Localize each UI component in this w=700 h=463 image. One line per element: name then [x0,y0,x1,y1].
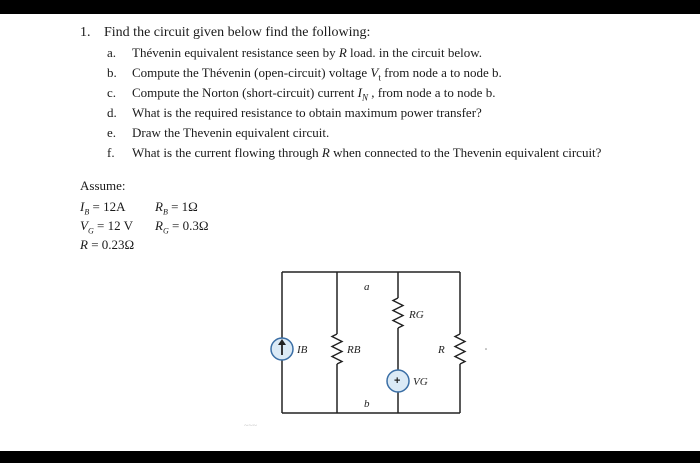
assume-rg: $R_G = 0.3\Omega$ [155,218,209,236]
item-d: d. What is the required resistance to obtain maximum power transfer? [107,105,482,120]
label-rb: RB [347,344,361,356]
label-r: R [438,344,445,356]
item-f-text: What is the current flowing through R when connected to the Thevenin equivalent circuit? [132,145,602,160]
current-source-ib-icon [271,338,293,360]
resistor-r-icon [455,334,465,364]
item-e-text: Draw the Thevenin equivalent circuit. [132,125,330,140]
label-ib: IB [297,344,308,356]
label-vg: VG [413,376,428,388]
assume-ib: $I_B = 12A$ [80,199,126,217]
bottom-black-border [0,451,700,463]
resistor-rg-icon [393,298,403,328]
question-title: Find the circuit given below find the following: [104,25,371,40]
item-e: e. Draw the Thevenin equivalent circuit. [107,125,330,140]
assume-r: R = 0.23Ω [80,237,135,252]
label-rg: RG [409,309,424,321]
item-c: c. Compute the Norton (short-circuit) current $I_N$ , from node a to node b. [107,85,496,103]
assume-title: Assume: [80,178,126,193]
item-b-text: Compute the Thévenin (open-circuit) voltage $V_t$ from node a to node b. [132,65,502,83]
item-b: b. Compute the Thévenin (open-circuit) voltage $V_t$ from node a to node b. [107,65,502,83]
assume-vg: $V_G = 12$ V [80,218,133,236]
circuit-wires [282,272,460,413]
node-b-label: b [364,398,370,410]
resistor-rb-icon [332,334,342,364]
label-plus: + [394,375,401,387]
node-a-label: a [364,281,370,293]
assume-rb: $R_B = 1\Omega$ [155,199,198,217]
item-f: f. What is the current flowing through R when connected to the Thevenin equivalent circuit? [107,145,602,160]
question-number: 1. [80,25,91,40]
item-a: a. Thévenin equivalent resistance seen by R load. in the circuit below. [107,45,483,60]
stray-dot [485,348,487,350]
item-a-text: Thévenin equivalent resistance seen by R load. in the circuit below. [132,45,483,60]
item-c-text: Compute the Norton (short-circuit) current $I_N$ , from node a to node b. [132,85,496,103]
faint-watermark: ~~~ [244,421,257,430]
item-d-text: What is the required resistance to obtain maximum power transfer? [132,105,482,120]
